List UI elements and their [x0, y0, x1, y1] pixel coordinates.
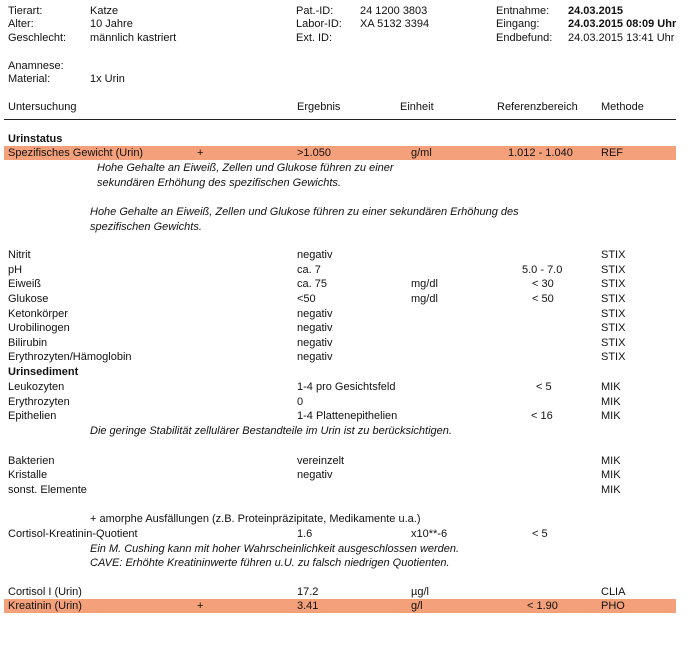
row-name: Urobilinogen [8, 322, 70, 334]
col-untersuchung: Untersuchung [8, 101, 77, 113]
alter-label: Alter: [8, 18, 34, 30]
laborid-label: Labor-ID: [296, 18, 342, 30]
row-method: CLIA [601, 586, 626, 598]
row-name: Leukozyten [8, 381, 65, 393]
patid-value: 24 1200 3803 [360, 5, 428, 17]
entnahme-value: 24.03.2015 [568, 5, 624, 17]
row-method: MIK [601, 469, 621, 481]
row-method: PHO [601, 600, 625, 612]
row-value: negativ [297, 337, 333, 349]
comment-sg-3: Hohe Gehalte an Eiweiß, Zellen und Glukose führen zu einer sekundären Erhöhung des [90, 206, 519, 218]
row-value: negativ [297, 469, 333, 481]
row-value: <50 [297, 293, 316, 305]
row-ref: < 1.90 [527, 600, 558, 612]
anamnese-label: Anamnese: [8, 60, 64, 72]
row-name: Ketonkörper [8, 308, 68, 320]
row-method: REF [601, 147, 623, 159]
row-ref: < 30 [532, 278, 554, 290]
section-urinstatus: Urinstatus [8, 133, 63, 145]
row-flag: + [197, 147, 204, 159]
row-method: STIX [601, 308, 626, 320]
row-value: >1.050 [297, 147, 331, 159]
eingang-label: Eingang: [496, 18, 540, 30]
comment-amorph: + amorphe Ausfällungen (z.B. Proteinpräzipitate, Medikamente u.a.) [90, 513, 421, 525]
extid-label: Ext. ID: [296, 32, 333, 44]
row-name: Bilirubin [8, 337, 48, 349]
row-value: 17.2 [297, 586, 319, 598]
laborid-value: XA 5132 3394 [360, 18, 430, 30]
row-ref: 1.012 - 1.040 [508, 147, 573, 159]
row-value: 3.41 [297, 600, 319, 612]
row-method: STIX [601, 351, 626, 363]
row-name: Bakterien [8, 455, 55, 467]
tierart-value: Katze [90, 5, 119, 17]
row-method: STIX [601, 249, 626, 261]
row-name: pH [8, 264, 23, 276]
row-method: MIK [601, 455, 621, 467]
comment-sg-1: Hohe Gehalte an Eiweiß, Zellen und Glukose führen zu einer [97, 162, 394, 174]
row-unit: x10**-6 [411, 528, 448, 540]
row-value: negativ [297, 322, 333, 334]
col-einheit: Einheit [400, 101, 434, 113]
row-name: Epithelien [8, 410, 57, 422]
row-value: 1-4 Plattenepithelien [297, 410, 398, 422]
row-method: STIX [601, 264, 626, 276]
row-value: negativ [297, 351, 333, 363]
row-name: Erythrozyten/Hämoglobin [8, 351, 132, 363]
row-name: Nitrit [8, 249, 31, 261]
row-value: negativ [297, 308, 333, 320]
col-ergebnis: Ergebnis [297, 101, 341, 113]
row-name: Kristalle [8, 469, 48, 481]
row-ref: < 5 [532, 528, 548, 540]
row-unit: µg/l [411, 586, 429, 598]
row-ref: 5.0 - 7.0 [522, 264, 563, 276]
row-name: Erythrozyten [8, 396, 70, 408]
section-urinsediment: Urinsediment [8, 366, 79, 378]
material-label: Material: [8, 73, 51, 85]
comment-sg-2: sekundären Erhöhung des spezifischen Gewichts. [97, 177, 341, 189]
endbefund-value: 24.03.2015 13:41 Uhr [568, 32, 675, 44]
comment-ckq-1: Ein M. Cushing kann mit hoher Wahrscheinlichkeit ausgeschlossen werden. [90, 543, 460, 555]
geschlecht-value: männlich kastriert [90, 32, 177, 44]
row-method: MIK [601, 410, 621, 422]
row-name: Cortisol I (Urin) [8, 586, 82, 598]
entnahme-label: Entnahme: [496, 5, 550, 17]
row-value: vereinzelt [297, 455, 345, 467]
row-name: Glukose [8, 293, 49, 305]
comment-sg-4: spezifischen Gewichts. [90, 221, 202, 233]
row-method: STIX [601, 278, 626, 290]
row-method: MIK [601, 396, 621, 408]
row-value: ca. 7 [297, 264, 321, 276]
comment-ckq-2: CAVE: Erhöhte Kreatininwerte führen u.U. zu falsch niedrigen Quotienten. [90, 557, 450, 569]
row-name: Cortisol-Kreatinin-Quotient [8, 528, 138, 540]
row-unit: g/l [411, 600, 423, 612]
row-flag: + [197, 600, 204, 612]
row-unit: mg/dl [411, 293, 438, 305]
material-value: 1x Urin [90, 73, 125, 85]
row-method: MIK [601, 484, 621, 496]
row-method: MIK [601, 381, 621, 393]
geschlecht-label: Geschlecht: [8, 32, 67, 44]
col-referenz: Referenzbereich [497, 101, 578, 113]
row-name: Eiweiß [8, 278, 42, 290]
row-ref: < 5 [536, 381, 552, 393]
row-value: 1.6 [297, 528, 313, 540]
row-unit: g/ml [411, 147, 432, 159]
row-value: ca. 75 [297, 278, 327, 290]
eingang-value: 24.03.2015 08:09 Uhr [568, 18, 677, 30]
highlight-row-kreatinin [4, 599, 676, 613]
row-name: Spezifisches Gewicht (Urin) [8, 147, 144, 159]
row-method: STIX [601, 337, 626, 349]
tierart-label: Tierart: [8, 5, 43, 17]
row-value: 0 [297, 396, 304, 408]
row-ref: < 16 [531, 410, 553, 422]
row-method: STIX [601, 293, 626, 305]
row-name: Kreatinin (Urin) [8, 600, 82, 612]
row-value: negativ [297, 249, 333, 261]
endbefund-label: Endbefund: [496, 32, 553, 44]
header-divider [4, 119, 676, 120]
patid-label: Pat.-ID: [296, 5, 334, 17]
row-ref: < 50 [532, 293, 554, 305]
col-methode: Methode [601, 101, 644, 113]
row-name: sonst. Elemente [8, 484, 87, 496]
row-value: 1-4 pro Gesichtsfeld [297, 381, 396, 393]
alter-value: 10 Jahre [90, 18, 133, 30]
row-method: STIX [601, 322, 626, 334]
row-unit: mg/dl [411, 278, 438, 290]
comment-epithel: Die geringe Stabilität zellulärer Bestandteile im Urin ist zu berücksichtigen. [90, 425, 452, 437]
